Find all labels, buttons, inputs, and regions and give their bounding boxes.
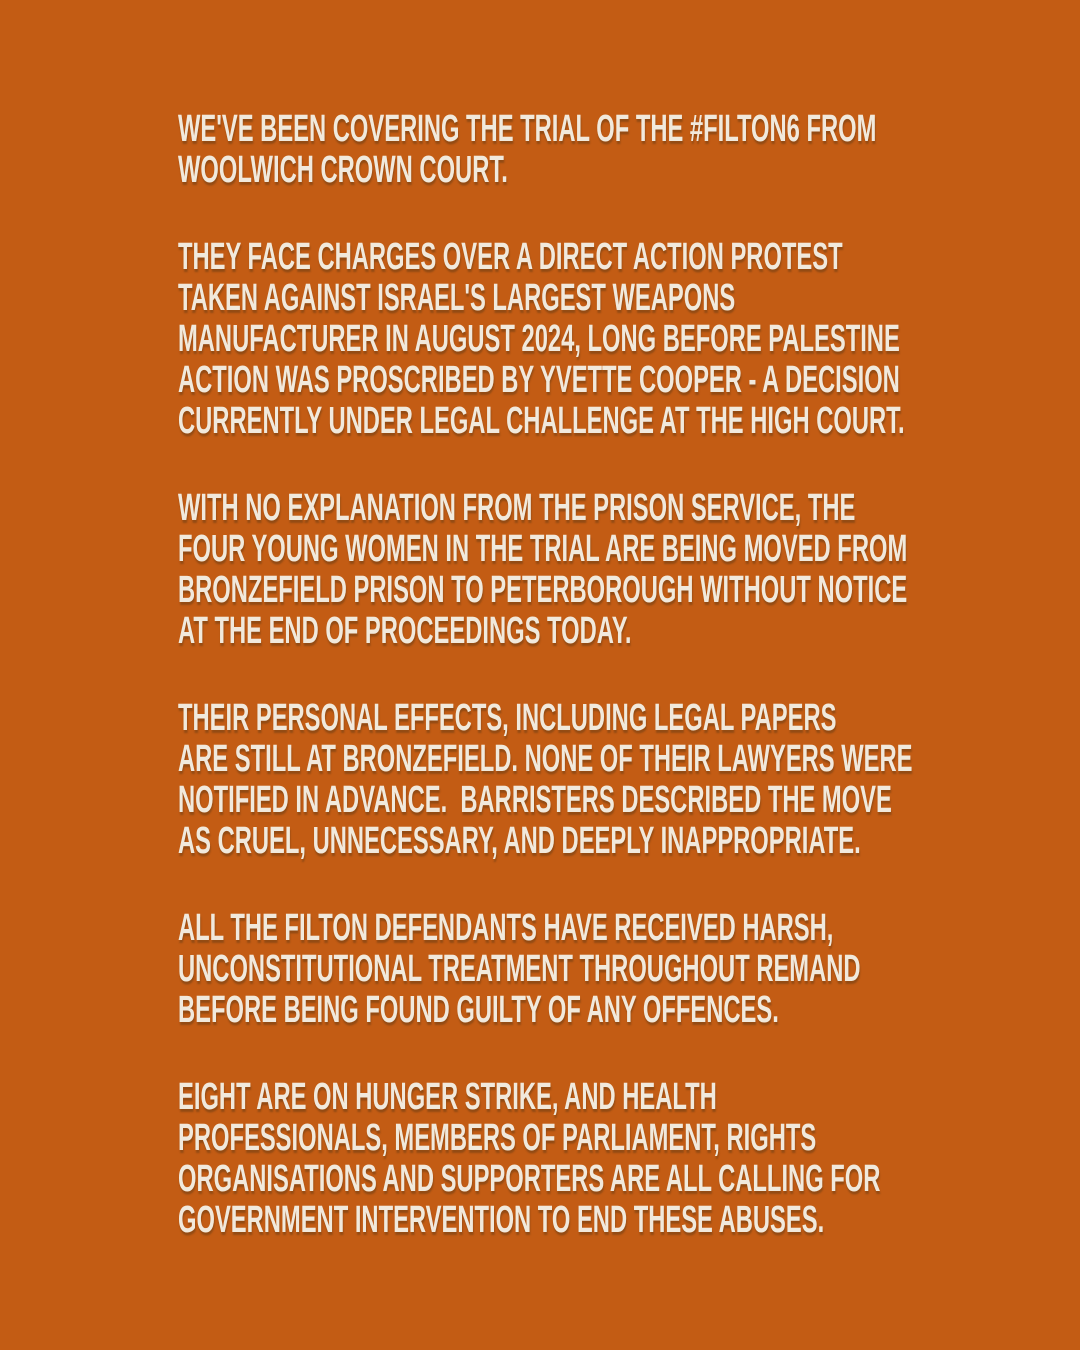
- text-line: ACTION WAS PROSCRIBED BY YVETTE COOPER - A DECISION: [178, 359, 900, 401]
- text-line: WE'VE BEEN COVERING THE TRIAL OF THE #FILTON6 FROM: [178, 108, 877, 150]
- text-line: THEIR PERSONAL EFFECTS, INCLUDING LEGAL PAPERS: [178, 697, 837, 739]
- paragraph-4: [178, 698, 1078, 862]
- text-line: ALL THE FILTON DEFENDANTS HAVE RECEIVED HARSH,: [178, 907, 834, 949]
- text-line: ORGANISATIONS AND SUPPORTERS ARE ALL CALLING FOR: [178, 1158, 881, 1200]
- text-line: AS CRUEL, UNNECESSARY, AND DEEPLY INAPPROPRIATE.: [178, 820, 861, 862]
- text-line: EIGHT ARE ON HUNGER STRIKE, AND HEALTH: [178, 1076, 717, 1118]
- text-line: UNCONSTITUTIONAL TREATMENT THROUGHOUT REMAND: [178, 948, 861, 990]
- text-line: TAKEN AGAINST ISRAEL'S LARGEST WEAPONS: [178, 277, 736, 319]
- text-line: ARE STILL AT BRONZEFIELD. NONE OF THEIR LAWYERS WERE: [178, 738, 913, 780]
- text-line: WITH NO EXPLANATION FROM THE PRISON SERVICE, THE: [178, 487, 856, 529]
- text-line: BRONZEFIELD PRISON TO PETERBOROUGH WITHOUT NOTICE: [178, 569, 908, 611]
- text-line: WOOLWICH CROWN COURT.: [178, 149, 508, 191]
- text-line: THEY FACE CHARGES OVER A DIRECT ACTION PROTEST: [178, 236, 843, 278]
- paragraph-6: [178, 1077, 1078, 1241]
- paragraph-1: [178, 109, 1078, 191]
- text-line: FOUR YOUNG WOMEN IN THE TRIAL ARE BEING MOVED FROM: [178, 528, 908, 570]
- text-line: BEFORE BEING FOUND GUILTY OF ANY OFFENCES.: [178, 989, 779, 1031]
- text-line: MANUFACTURER IN AUGUST 2024, LONG BEFORE PALESTINE: [178, 318, 900, 360]
- text-line: PROFESSIONALS, MEMBERS OF PARLIAMENT, RIGHTS: [178, 1117, 817, 1159]
- paragraph-3: [178, 488, 1078, 652]
- paragraph-5: [178, 908, 1078, 1031]
- text-line: NOTIFIED IN ADVANCE. BARRISTERS DESCRIBED THE MOVE: [178, 779, 892, 821]
- text-line: GOVERNMENT INTERVENTION TO END THESE ABUSES.: [178, 1199, 825, 1241]
- paragraph-2: [178, 237, 1078, 442]
- text-line: AT THE END OF PROCEEDINGS TODAY.: [178, 610, 632, 652]
- text-line: CURRENTLY UNDER LEGAL CHALLENGE AT THE HIGH COURT.: [178, 400, 905, 442]
- post-text-block: [178, 109, 1078, 1241]
